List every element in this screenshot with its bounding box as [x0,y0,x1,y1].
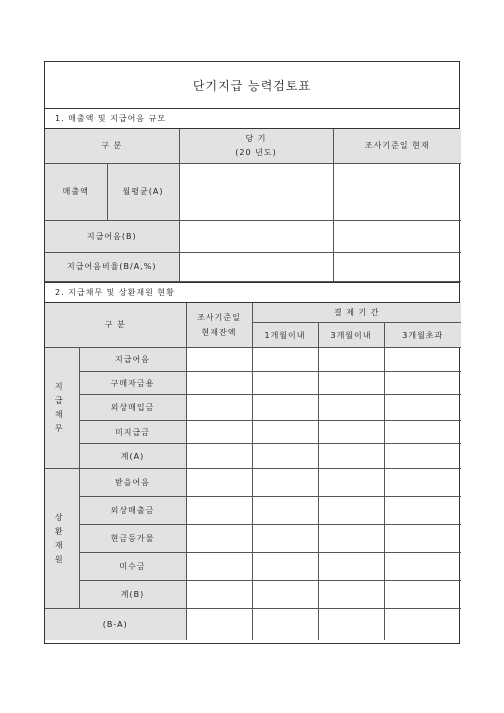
t2-cell[interactable] [186,553,252,581]
t2-row-label: 계(B) [79,581,186,609]
t2-row-label: 계(A) [79,444,186,469]
t2-cell[interactable] [186,444,252,469]
sales-bills-table [45,129,461,282]
t2-cell[interactable] [318,525,384,553]
t2-header-balance [186,303,252,348]
t1-sales-label: 매출액 [45,163,107,220]
t2-cell[interactable] [318,497,384,525]
t1-header-category: 구 분 [45,129,179,163]
t1-bills-current-cell[interactable] [333,220,461,252]
t1-sales-current-cell[interactable] [333,163,461,220]
t2-cell[interactable] [252,372,318,395]
payables-repayment-table [45,303,461,640]
t2-cell[interactable] [252,609,318,640]
t2-header-1month: 1개월이내 [252,323,318,348]
t2-group-payables [45,348,79,469]
t2-header-balance-line1: 조사기준일 [197,312,241,322]
t2-row-label: 미수금 [79,553,186,581]
t2-group-repayment [45,469,79,609]
t2-group-payables-line2: 채 무 [54,410,69,433]
t2-cell[interactable] [186,497,252,525]
t2-row-label: 지급어음 [79,348,186,372]
t2-row-label: 외상매입금 [79,395,186,421]
t2-row-label: 미지급금 [79,421,186,444]
t2-cell[interactable] [318,372,384,395]
t2-cell[interactable] [252,444,318,469]
t1-sales-sub-label: 월평균(A) [107,163,179,220]
t2-cell[interactable] [384,372,461,395]
t2-cell[interactable] [384,469,461,497]
t2-row-label: 현금등가물 [79,525,186,553]
t2-cell[interactable] [384,609,461,640]
t2-header-settlement: 결 제 기 간 [252,303,461,323]
t2-cell[interactable] [384,348,461,372]
t1-bills-period-cell[interactable] [179,220,333,252]
t2-cell[interactable] [252,497,318,525]
t2-group-repayment-line2: 재 원 [54,540,69,564]
t2-cell[interactable] [318,469,384,497]
t2-cell[interactable] [186,372,252,395]
t2-header-over3months: 3개월초과 [384,323,461,348]
t2-cell[interactable] [252,395,318,421]
t2-cell[interactable] [318,421,384,444]
t2-cell[interactable] [186,609,252,640]
t2-cell[interactable] [384,444,461,469]
t2-row-label: 구매자금용 [79,372,186,395]
t2-cell[interactable] [384,395,461,421]
t2-cell[interactable] [384,421,461,444]
t1-bills-label: 지급어음(B) [45,220,179,252]
t2-cell[interactable] [318,444,384,469]
t2-cell[interactable] [186,525,252,553]
t2-cell[interactable] [318,395,384,421]
t2-cell[interactable] [186,581,252,609]
t2-header-3months: 3개월이내 [318,323,384,348]
t2-cell[interactable] [384,581,461,609]
t2-cell[interactable] [384,525,461,553]
t1-ratio-current-cell[interactable] [333,252,461,281]
t2-diff-label: (B-A) [45,609,186,640]
t2-group-repayment-line1: 상 환 [54,512,69,536]
t1-sales-period-cell[interactable] [179,163,333,220]
section1-heading: 1. 매출액 및 지급어음 규모 [45,109,459,129]
t1-header-period [179,129,333,163]
section2-heading: 2. 지급채무 및 상환재원 현황 [45,282,459,303]
t2-header-category: 구 분 [45,303,186,348]
t1-ratio-label: 지급어음비율(B/A,%) [45,252,179,281]
t2-cell[interactable] [384,497,461,525]
t2-row-label: 받을어음 [79,469,186,497]
t1-ratio-period-cell[interactable] [179,252,333,281]
t2-cell[interactable] [186,395,252,421]
t2-cell[interactable] [252,525,318,553]
t2-cell[interactable] [318,581,384,609]
t2-cell[interactable] [384,553,461,581]
t2-cell[interactable] [252,421,318,444]
form-sheet [44,61,460,644]
t2-cell[interactable] [252,581,318,609]
t1-header-period-line1: 당 기 [245,134,267,144]
t2-cell[interactable] [318,609,384,640]
t2-cell[interactable] [318,553,384,581]
t1-header-current: 조사기준일 현재 [333,129,461,163]
form-title: 단기지급 능력검토표 [45,62,459,109]
t2-cell[interactable] [252,348,318,372]
t1-header-period-line2: (20 년도) [235,148,277,158]
t2-cell[interactable] [186,469,252,497]
t2-group-payables-line1: 지 급 [54,382,69,405]
t2-header-balance-line2: 현재잔액 [201,327,237,337]
t2-cell[interactable] [252,553,318,581]
t2-cell[interactable] [186,348,252,372]
t2-cell[interactable] [186,421,252,444]
t2-row-label: 외상매출금 [79,497,186,525]
t2-cell[interactable] [252,469,318,497]
t2-cell[interactable] [318,348,384,372]
